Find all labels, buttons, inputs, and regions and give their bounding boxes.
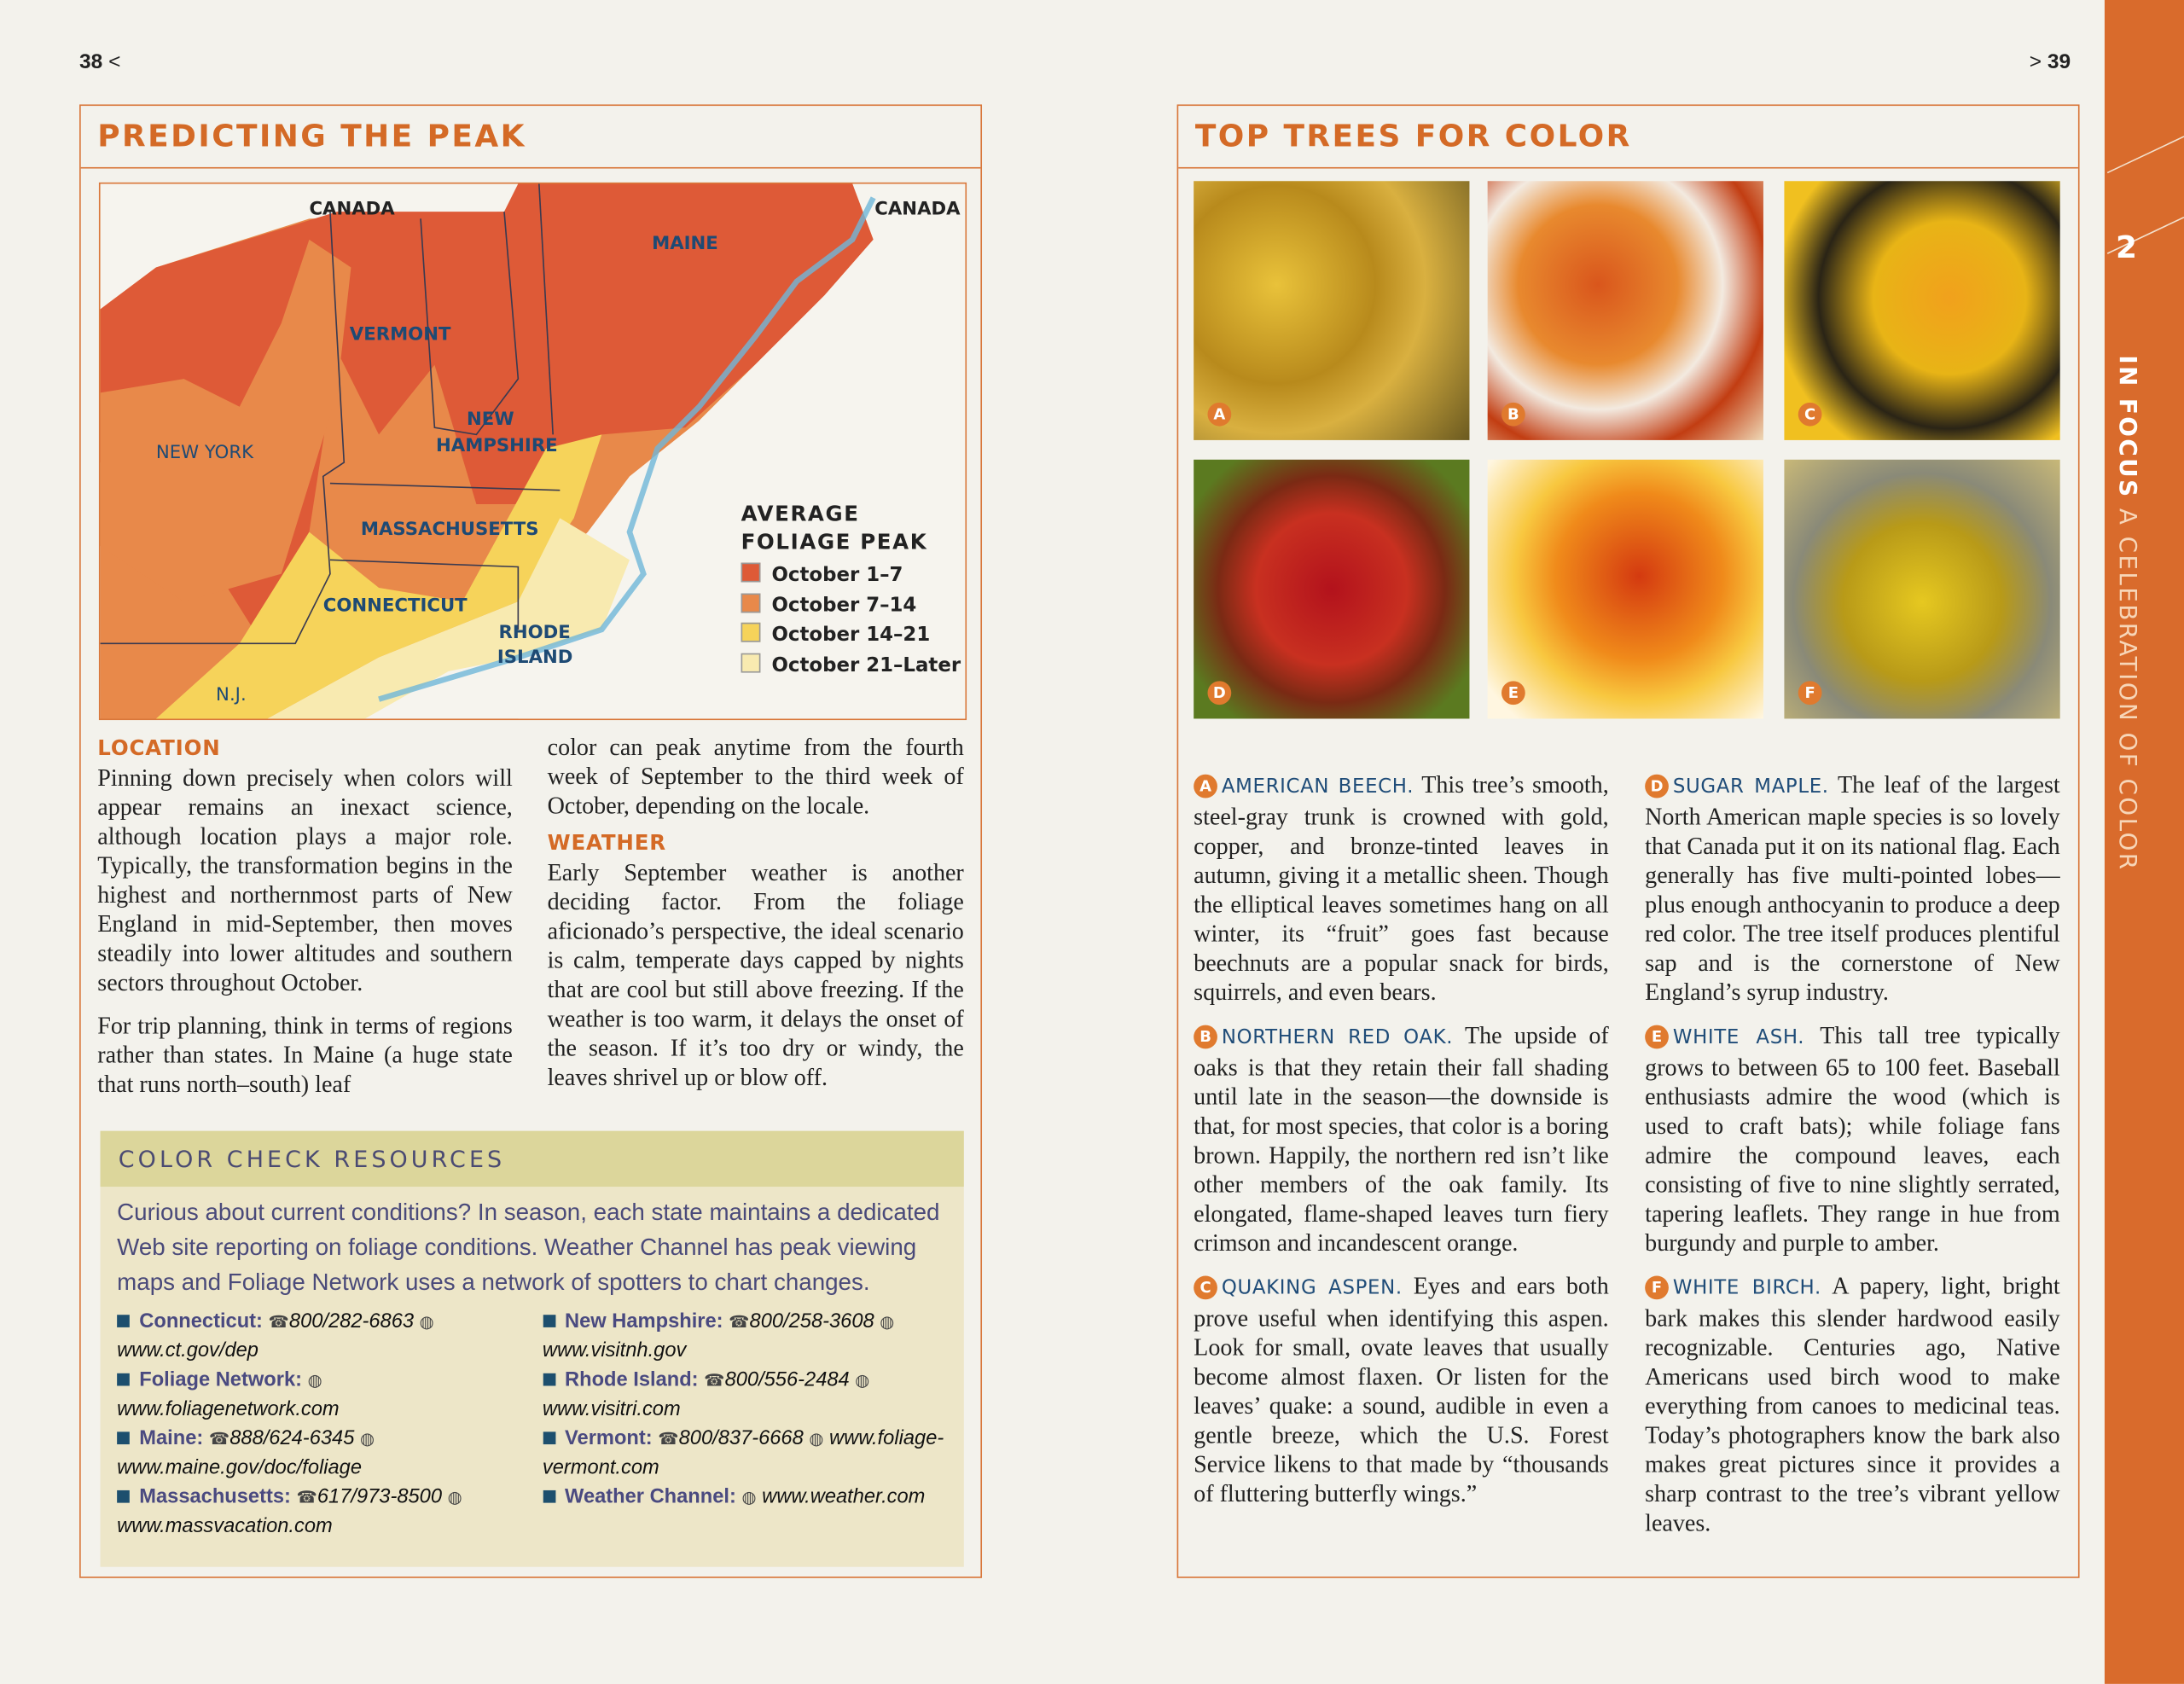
phone-icon: ☎ [268, 1311, 289, 1332]
bullet-icon [543, 1315, 555, 1327]
tree-name: SUGAR MAPLE. [1672, 775, 1829, 798]
location-heading: LOCATION [97, 735, 221, 761]
tree-badge: C [1194, 1276, 1217, 1300]
resource-link[interactable]: www.visitnh.gov [542, 1339, 687, 1362]
resource-link[interactable]: www.maine.gov/doc/foliage [117, 1456, 363, 1479]
phone-icon: ☎ [208, 1429, 230, 1449]
photo-badge: C [1798, 403, 1822, 427]
map-label-ri: RHODE [498, 622, 571, 644]
bullet-icon [543, 1373, 555, 1386]
divider [81, 167, 981, 169]
tree-entry [1645, 770, 2060, 1007]
color-check-resources [101, 1131, 964, 1567]
map-label-nh: NEW [466, 409, 514, 431]
legend-swatch [741, 653, 761, 672]
tree-description: Eyes and ears both prove useful when identifying this aspen. Look for small, ovate leaves that usually become almost flaxen. Or listen for the leaves’ quake: a sound, audible in even a gentle breeze, which the U.S. Forest Service likens to that made by “thousands of fluttering butterfly wings.” [1194, 1273, 1609, 1507]
section-name: IN FOCUS [2112, 355, 2141, 499]
section-title: TOP TREES FOR COLOR [1194, 119, 1632, 155]
legend-item [741, 591, 961, 621]
legend-label: October 21–Later [771, 653, 961, 677]
resources-list-left [117, 1308, 521, 1542]
map-label-canada: CANADA [309, 199, 395, 220]
legend-item [741, 621, 961, 651]
weather-paragraph: Early September weather is another deciding factor. From the foliage aficionado’s perspective, the ideal scenario is calm, temperate days capped by nights that are cool but still above freezing. If the weather is too warm, it delays the onset of the season. If it’s too dry or windy, the leaves shrivel up or blow off. [547, 859, 964, 1091]
resource-phone: 617/973-8500 [317, 1486, 443, 1509]
section-label [2113, 355, 2141, 871]
divider [1178, 167, 2078, 169]
photo-northern-red-oak [1488, 181, 1763, 440]
resource-link[interactable]: www.visitri.com [542, 1398, 681, 1421]
resource-name: Foliage Network: [139, 1368, 303, 1392]
legend-label: October 14–21 [771, 624, 931, 647]
globe-icon: ◍ [880, 1311, 895, 1332]
legend-swatch [741, 623, 761, 642]
legend-item [741, 651, 961, 681]
map-label-canada-east: CANADA [874, 199, 961, 220]
tree-badge: B [1194, 1025, 1217, 1049]
tree-description: The leaf of the largest North American maple species is so lovely that Canada put it on its national flag. Each generally has five multi-pointed lobes—plus enough anthocyanin to produce a deep red color. The tree itself produces plentiful sap and is the cornerstone of New England’s syrup industry. [1645, 771, 2060, 1006]
legend-title-2: FOLIAGE PEAK [741, 529, 928, 555]
resource-item [117, 1425, 521, 1484]
phone-icon: ☎ [296, 1487, 317, 1507]
legend-label: October 7–14 [771, 594, 917, 617]
resource-link[interactable]: www.ct.gov/dep [117, 1339, 258, 1362]
photo-white-ash [1488, 460, 1763, 719]
page-number: 39 [2047, 49, 2071, 74]
resource-item [543, 1484, 947, 1513]
resource-item [117, 1484, 521, 1542]
tree-name: WHITE BIRCH. [1672, 1277, 1821, 1300]
chapter-side-tab [2105, 0, 2184, 1684]
bullet-icon [117, 1490, 130, 1503]
section-title: PREDICTING THE PEAK [97, 119, 526, 155]
resource-phone: 800/556-2484 [724, 1368, 850, 1392]
map-label-nh-2: HAMPSHIRE [436, 436, 558, 457]
resource-name: Massachusetts: [139, 1486, 291, 1509]
bullet-icon [117, 1431, 130, 1444]
tree-name: WHITE ASH. [1672, 1026, 1805, 1049]
location-paragraph: Pinning down precisely when colors will appear remains an inexact science, although location plays a major role. Typically, the transformation begins in the highest and northernmost parts of New England in mid-September, then moves steadily into lower altitudes and southern sectors throughout October. [97, 764, 513, 996]
map-label-connecticut: CONNECTICUT [322, 595, 468, 618]
resource-link[interactable]: www.foliage-vermont.com [542, 1427, 944, 1479]
resource-link[interactable]: www.weather.com [762, 1486, 926, 1509]
location-paragraph-2: For trip planning, think in terms of regions rather than states. In Maine (a huge state that runs north–south) leaf [97, 1012, 513, 1098]
page-number-left [79, 50, 120, 74]
photo-badge: A [1208, 403, 1232, 427]
map-label-ri-2: ISLAND [497, 647, 573, 669]
tree-entry [1645, 1272, 2060, 1538]
bullet-icon [117, 1373, 130, 1386]
resource-name: Connecticut: [139, 1310, 263, 1333]
tree-entry [1194, 1021, 1609, 1258]
legend-swatch [741, 593, 761, 613]
globe-icon: ◍ [419, 1311, 434, 1332]
resource-name: Vermont: [565, 1427, 653, 1450]
resources-list-right [543, 1308, 947, 1542]
map-label-vermont: VERMONT [349, 324, 451, 346]
tree-description: A papery, light, bright bark makes this slender hardwood easily recognizable. Centuries ago, Native Americans used birch wood to make everything from canoes to medicinal teas. Today’s photographers know the bark also makes great pictures since it provides a sharp contrast to the tree’s vibrant yellow leaves. [1645, 1273, 2060, 1536]
map-legend [741, 500, 961, 681]
photo-badge: D [1208, 681, 1232, 705]
tree-description: This tree’s smooth, steel-gray trunk is crowned with gold, copper, and bronze-tinted leaves in autumn, giving it a metallic sheen. Though the elliptical leaves sometimes hang on all winter, its “fruit” goes fast because beechnuts are a popular snack for birds, squirrels, and even bears. [1194, 771, 1609, 1006]
chapter-number: 2 [2115, 231, 2137, 266]
photo-sugar-maple [1194, 460, 1469, 719]
tree-badge: E [1645, 1025, 1669, 1049]
resource-item [543, 1308, 947, 1367]
legend-item [741, 561, 961, 591]
resource-phone: 800/837-6668 [678, 1427, 804, 1450]
resource-name: Weather Channel: [565, 1486, 736, 1509]
bullet-icon [117, 1315, 130, 1327]
tree-description: The upside of oaks is that they retain their fall shading until late in the season—the downside is that, for most species, that color is a boring brown. Happily, the northern red isn’t like other members of the oak family. Its elongated, flame-shaped leaves turn fiery crimson and incandescent orange. [1194, 1022, 1609, 1257]
globe-icon: ◍ [447, 1487, 462, 1507]
resource-link[interactable]: www.massvacation.com [117, 1515, 333, 1538]
resource-phone: 888/624-6345 [229, 1427, 355, 1450]
tree-entry [1645, 1021, 2060, 1258]
globe-icon: ◍ [359, 1429, 375, 1449]
tree-name: QUAKING ASPEN. [1221, 1277, 1403, 1300]
resource-item [117, 1308, 521, 1367]
legend-label: October 1–7 [771, 564, 903, 587]
tree-name: NORTHERN RED OAK. [1221, 1026, 1454, 1049]
phone-icon: ☎ [729, 1311, 750, 1332]
resource-name: Rhode Island: [565, 1368, 699, 1392]
photo-badge: E [1502, 681, 1525, 705]
photo-american-beech [1194, 181, 1469, 440]
resource-phone: 800/258-3608 [749, 1310, 874, 1333]
tree-entry [1194, 1272, 1609, 1509]
tree-description: This tall tree typically grows to between 65 to 100 feet. Baseball enthusiasts admire the wood (which is used to craft bats); while foliage fans admire the compound leaves, each consisting of five to nine slightly serrated, tapering leaflets. They range in hue from burgundy and purple to amber. [1645, 1022, 2060, 1257]
globe-icon: ◍ [809, 1429, 824, 1449]
bullet-icon [543, 1490, 555, 1503]
page-number-right [2030, 50, 2071, 74]
map-label-massachusetts: MASSACHUSETTS [360, 519, 539, 541]
tree-badge: D [1645, 775, 1669, 798]
text-column-left-1 [97, 731, 513, 1112]
globe-icon: ◍ [855, 1370, 870, 1391]
map-label-maine: MAINE [652, 234, 718, 255]
map-label-new-york: NEW YORK [155, 443, 254, 464]
resource-phone: 800/282-6863 [288, 1310, 415, 1333]
location-paragraph-continued: color can peak anytime from the fourth week of September to the third week of October, depending on the locale. [547, 734, 964, 819]
photo-quaking-aspen [1784, 181, 2059, 440]
resources-title: COLOR CHECK RESOURCES [101, 1131, 964, 1187]
tree-badge: A [1194, 775, 1217, 798]
photo-white-birch [1784, 460, 2059, 719]
photo-badge: B [1502, 403, 1525, 427]
section-subtitle: A CELEBRATION OF COLOR [2112, 508, 2141, 872]
legend-swatch [741, 563, 761, 583]
phone-icon: ☎ [704, 1370, 725, 1391]
resources-lists [101, 1299, 964, 1542]
text-column-left-2 [548, 733, 964, 1106]
resources-intro: Curious about current conditions? In season, each state maintains a dedicated Web site reporting on foliage conditions. Weather Channel has peak viewing maps and Foliage Network uses a network of spotters to chart changes. [117, 1199, 940, 1296]
text-column-right-1 [1194, 770, 1609, 1523]
tree-badge: F [1645, 1276, 1669, 1300]
phone-icon: ☎ [658, 1429, 679, 1449]
resource-item [543, 1425, 947, 1484]
globe-icon: ◍ [307, 1370, 322, 1391]
bullet-icon [543, 1431, 555, 1444]
resource-name: Maine: [139, 1427, 204, 1450]
resource-item [117, 1367, 521, 1426]
tree-entry [1194, 770, 1609, 1007]
legend-title: AVERAGE [741, 501, 860, 527]
foliage-map [99, 183, 967, 720]
next-page-arrow[interactable]: > [2029, 49, 2042, 74]
resource-item [543, 1367, 947, 1426]
photo-badge: F [1798, 681, 1822, 705]
resource-name: New Hampshire: [565, 1310, 723, 1333]
map-label-nj: N.J. [216, 685, 247, 706]
prev-page-arrow[interactable]: < [108, 49, 121, 74]
resource-link[interactable]: www.foliagenetwork.com [117, 1398, 340, 1421]
globe-icon: ◍ [741, 1487, 757, 1507]
weather-heading: WEATHER [547, 830, 666, 856]
text-column-right-2 [1645, 770, 2060, 1552]
tree-name: AMERICAN BEECH. [1221, 775, 1414, 798]
page-number: 38 [79, 49, 103, 74]
